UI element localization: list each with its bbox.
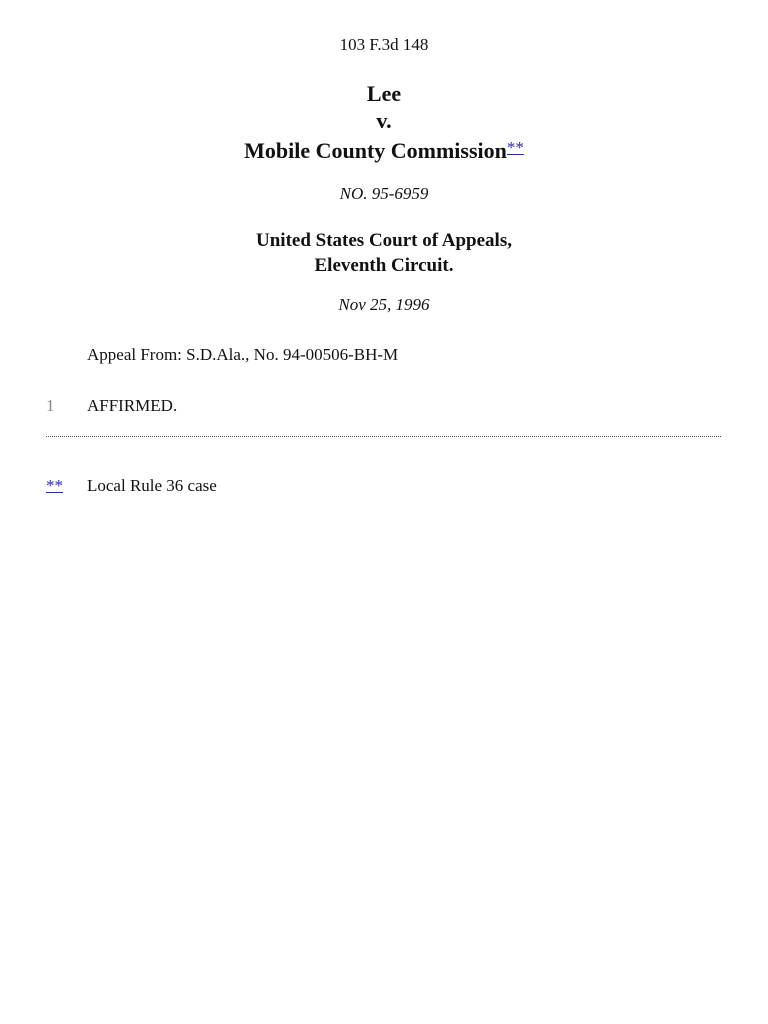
footnote-divider bbox=[46, 436, 721, 437]
appeal-from: Appeal From: S.D.Ala., No. 94-00506-BH-M bbox=[87, 345, 399, 364]
decision-date: Nov 25, 1996 bbox=[338, 295, 430, 314]
versus-label: v. bbox=[376, 108, 392, 133]
defendant-line bbox=[0, 134, 768, 164]
court-line-1: United States Court of Appeals, bbox=[256, 230, 512, 251]
case-caption bbox=[0, 80, 768, 164]
docket-number: NO. 95-6959 bbox=[339, 184, 429, 203]
footnote-text: Local Rule 36 case bbox=[87, 476, 217, 495]
footnote-ref-link[interactable]: ** bbox=[506, 138, 524, 157]
court-line-2: Eleventh Circuit. bbox=[314, 255, 454, 276]
footnote-marker-link[interactable]: ** bbox=[46, 476, 63, 495]
court-name bbox=[0, 228, 768, 278]
defendant-name: Mobile County Commission bbox=[244, 138, 507, 163]
plaintiff-name: Lee bbox=[366, 81, 402, 106]
paragraph-text: AFFIRMED. bbox=[87, 396, 178, 415]
case-citation: 103 F.3d 148 bbox=[339, 35, 429, 54]
paragraph-number: 1 bbox=[46, 396, 55, 415]
